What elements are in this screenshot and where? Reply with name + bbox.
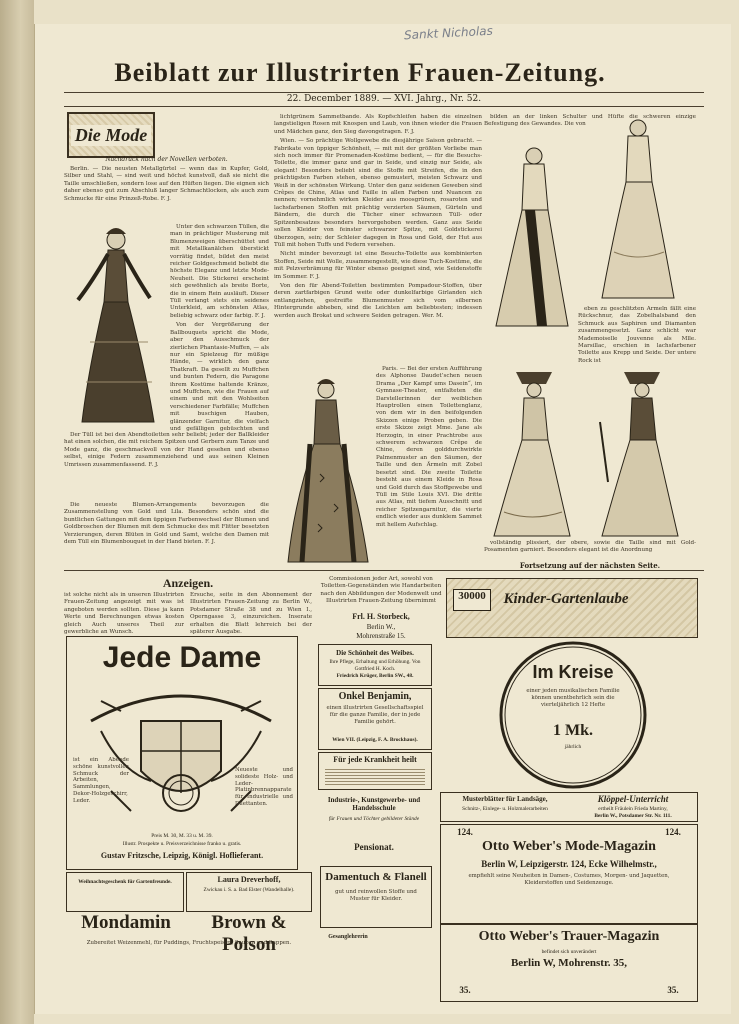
otto-weber-mode-ad	[440, 824, 698, 924]
damentuch-sub: gut und reinwollen Stoffe und Muster für Kleider.	[335, 889, 417, 902]
laura-sub: Zwickau i. S. a. Bad Elster (Wandelhalle).	[203, 887, 295, 893]
gartenlaube-number: 30000	[453, 589, 491, 611]
krankheit-text-block	[325, 769, 425, 785]
paragraph-text: bilden an der linken Schulter und Hüfte die schweren einzige Befestigung des Gewandes. Die von	[484, 114, 696, 128]
otto-weber-trauer-ad	[440, 924, 698, 1002]
fashion-illustration-4	[594, 112, 684, 302]
kloeppel-address: Berlin W., Potsdamer Str. Nr. 111.	[594, 813, 672, 819]
krankheit-ad	[318, 752, 432, 790]
onkel-publisher: Wien VII. (Leipzig, F. A. Brockhaus).	[332, 737, 418, 743]
damentuch-ad	[320, 866, 432, 928]
damentuch-title: Damentuch & Flanell	[325, 871, 427, 883]
weber-trauer-number-right: 35.	[667, 985, 679, 995]
fashion-illustration-1	[68, 222, 168, 427]
gartenlaube-ad	[446, 578, 698, 638]
jede-dame-ad	[66, 636, 298, 870]
paragraph-text: eben zu geschlitzten Ärmeln fällt eine Rückschnur, das Zobelhalsband den Schmuck aus Saphiren und Diamanten zusammengesetzt. Ganz schlicht war Mademoiselle Jouvenne als Mlle. Marsillac, erschien in lachsfarbener Toilette aus Krepp und Seide. Der untere Rock ist	[578, 306, 696, 364]
weber-number-right: 124.	[665, 827, 681, 837]
weber-mode-address: Berlin W, Leipzigerstr. 124, Ecke Wilhelmstr.,	[481, 859, 657, 869]
paragraph-text: Unter den schwarzen Tüllen, die man in prächtiger Musterung mit Blumenzweigen überschüttet und mit Metallkanälchen überstickt vorrätig findet, bildet den meist reicher Goldgeschmeid beliebt die höchste Eleganz und letzte Mode-Neuheit. Die Stickerei erscheint sich gewöhnlich als breite Borte, die in einem Rein ausläuft. Dieser Tüll verlangt stets ein seidenes Unterkleid, am schönsten Atlas, beliebig schwarz oder farbig. F. J.	[170, 224, 269, 319]
weber-trauer-number-left: 35.	[459, 985, 471, 995]
brownpolson-title: Brown & Polson	[211, 912, 287, 955]
onkel-benjamin-ad	[318, 688, 432, 750]
mode-subtitle: Nachdruck nach der Novellen verboten.	[105, 156, 228, 163]
book-spine	[0, 0, 34, 1024]
schoenheit-ad	[318, 644, 432, 686]
jede-dame-right-text: Neueste und solideste Holz- und Leder-Platinbrennapparate für Industrielle und Dilettanten.	[235, 767, 293, 807]
weber-trauer-title: Otto Weber's Trauer-Magazin	[478, 929, 660, 944]
kreise-per: jährlich	[564, 744, 582, 750]
top-rule	[64, 92, 704, 93]
paragraph-text: Die neueste Blumen-Arrangements bevorzugen die Zusammenstellung von Gold und Lila. Besonders schön sind die buntlichen Gattungen mit dem üppigen Farbenwechsel der Blumen und Goldbroschen der Blumen mit dem Schmucke des mit Flitter besetzten Verzierungen, deren Blüten in Gold und Samt, welche den Damen mit dem Tüll ein Blumenbouquet in der Hand bieten. F. J.	[64, 502, 269, 546]
mondamin-sub: Zubereitet Weizenmehl, für Puddings, Fruchtspeisen, Saucen und Suppen.	[86, 940, 292, 946]
paragraph-text: Berlin. — Die neusten Metallgürtel — wenn das in Kupfer, Gold, Silber und Stahl, — sind weit und höchst kunstvoll, daß sie nicht die Taille umschließen, sondern lose auf den Hüften liegen. Die eignen sich daher ebenso gut zum Abschluß langer Schmachtlocken, als auch zum Schmucke für eine Prinzeß-Robe. F. J.	[64, 166, 269, 202]
anzeigen-intro-right: Ersuche, seite in den Abonnement der Illustrirten Frauen-Zeitung zu Berlin W., Potsdamer Straße 38 und zu Wien I., Operngasse 3, einzureichen. Inserate erhalten die Blatt lehrreich bei der späterer Ausgabe.	[190, 592, 312, 636]
krankheit-title: Für jede Krankheit heilt	[333, 755, 417, 764]
paragraph-text: Von den für Abend-Toiletten bestimmten Pompadour-Stoffen, über deren zartfarbigen Grund weite oder dunkelfarbige Girlanden sich entlangziehen, gestreifte Blumenmuster sich vom silbernen Hintergrunde abheben, sind die Leichten am beliebtesten; indessen werden auch Brokat und schwere Seiden getragen. Wer. M.	[274, 282, 482, 319]
masthead: Beiblatt zur Illustrirten Frauen-Zeitung.	[114, 58, 606, 87]
article-paragraph	[64, 432, 269, 502]
dateline-rule	[64, 106, 704, 107]
paragraph-text: Wien. — So prächtige Wollgewebe die diesjährige Saison gebracht. — Fabrikate von üppiger Schönheit, — mit mit der größten Vorliebe man sich noch immer für Promenaden-Kostüme bedient, — für die Besuchs-Toilette, die immer ganz und gar in Seide, und einzig nur Seide, als elegant! Besonders beliebt sind die Stoffe mit Streifen, die in den prächtigsten Farben stehen, ebenso gemustert, meisten Schwarz und Weiß in der schönsten Wirkung. Unter den ganz seidenen Geweben sind Crêpes de Chine, Atlas und Faille in allen Farben und Nuancen zu nennen; vornehmlich wirken Kleider aus moosgrünen, rosaroten und lachsfarbenen Stoffen mit prächtig verzierten Säumen, Gürteln und Bändern, die durch die Tücher einer schwarzen Tüll- oder Spitzenbesatzes besonders hervorgehoben werden. Ganz aus Seide sollen Kleider von feinster schwarzer Spitze, mit Goldstickerei überzogen, sein; der Schleier dagegen in Rosa und Gold, der Hut aus Tüll mit hohen Tuffs und Federn versehen.	[274, 138, 482, 248]
onkel-title: Onkel Benjamin,	[338, 691, 412, 702]
musterblaetter-title: Musterblätter für Landsäge,	[462, 795, 548, 803]
paragraph-text: Von der Vergrößerung der Ballbouquets spricht die Mode, aber den Ausschmuck der zierlichen Phantasie-Muffen, — als nur ein Spielzeug für müßige Hände, — wirklich den ganz Thatkraft. Da gesellt zu Muffchen und bunten Federn, die Paragone ihrem Kostüme haltende Kränze, und Muffchen, wie die Frauen auf einem und mit den Wohlseiten verschiedener Farbfälle; Muffchen mit buschigen Hauben, glänzender Garnitur, die vielfach und gefälligen gebüschten und	[170, 322, 269, 432]
onkel-text: einen illustrirten Gesellschaftsspiel für die ganze Familie, der in jede Familie gehört.	[326, 705, 424, 725]
gartenlaube-title: Kinder-Gartenlaube	[503, 591, 629, 607]
schoenheit-sub: Ihre Pflege, Erhaltung und Erhöhung. Von Gottfried H. Koch.	[329, 659, 421, 672]
weber-mode-text: empfiehlt seine Neuheiten in Damen-, Costumes, Morgen- und Jaquetten, Kleiderstoffen und Seidenzeuge.	[468, 873, 670, 886]
gesanglehrerin: Gesanglehrerin	[328, 934, 368, 940]
fashion-illustration-2	[280, 374, 376, 566]
article-paragraph	[170, 224, 269, 432]
weber-trauer-address: Berlin W, Mohrenstr. 35,	[510, 957, 628, 969]
article-column-2b	[376, 366, 482, 566]
schoenheit-title: Die Schönheit des Weibes.	[336, 649, 414, 657]
paragraph-text: Der Tüll ist bei den Abendtoiletten sehr beliebt; jeder der Ballkleider hat einen solchen, die mit reichem Spitzen und Gerbern zum Tanze und Mode ganz, die geschmackvoll von der Hand gesehen und ebenso selbst, einige Federn zusammenziehend und aus seinen Kleinen Umrissen zusammenfassend. F. J.	[64, 432, 269, 468]
fashion-illustration-3	[486, 140, 576, 330]
fashion-illustration-6	[596, 362, 686, 540]
schoenheit-publisher: Friedrich Krüger, Berlin SW., 48.	[336, 673, 414, 679]
anzeigen-header: Anzeigen.	[162, 576, 214, 590]
fashion-illustration-5	[486, 362, 576, 540]
article-paragraph	[64, 502, 269, 564]
paragraph-text: Nicht minder bevorzugt ist eine Besuchs-Toilette aus kombinierten Stoffen, Seide mit Wolle, zusammengestellt, wie diese Tuch-Kostüme, die mit Pelzverbrämung für Winter ebenso geeignet sind, wie Seidenstoffe im Sommer. F. J.	[274, 251, 482, 280]
continuation-note: Fortsetzung auf der nächsten Seite.	[519, 561, 661, 570]
industrie-sub: für Frauen und Töchter gebildeter Stände	[328, 816, 420, 822]
musterblaetter-sub: Schnitz-, Einlege- u. Holzmalerarbeiten	[462, 806, 548, 812]
weihnacht-ad	[66, 872, 184, 912]
storbeck-street: Mohrenstraße 15.	[356, 632, 406, 640]
anzeigen-intro-left: ist solche nicht als in unseren Illustrirten Frauen-Zeitung angezeigt mit was ist angeboten werden sollten. Diese ja kann Werte und Berechnungen etwas kosten gleich Auch unseres Theil zur gewerbliche an Wunsch.	[64, 592, 184, 636]
kloeppel-title: Klöppel-Unterricht	[597, 794, 669, 804]
commission-text: Commissionen jeder Art, sowohl von Toiletten-Gegenständen wie Handarbeiten nach den Abbildungen der Modenwelt und Illustrirten Frauen-Zeitung übernimmt	[320, 576, 442, 605]
pension-title: Pensionat.	[354, 842, 394, 852]
storbeck-name: Frl. H. Storbeck,	[352, 612, 410, 621]
storbeck-city: Berlin W.,	[366, 623, 396, 631]
weber-trauer-text: befindet sich unverändert	[541, 949, 597, 955]
kreise-price: 1 Mk.	[553, 722, 593, 739]
fritzsche-name: Gustav Fritzsche, Leipzig, Königl. Hoflieferant.	[100, 851, 264, 860]
article-paragraph	[64, 166, 269, 224]
handwritten-note: Sankt Nicholas	[403, 23, 494, 43]
jede-dame-title: Jede Dame	[102, 641, 262, 674]
paragraph-text: vollständig plissiert, der obere, sowie die Taille sind mit Gold-Posamenten garniert. Besonders elegant ist die Anordnung	[484, 540, 696, 554]
laura-name: Laura Dreverhoff,	[217, 875, 281, 884]
dateline: 22. December 1889. — XVI. Jahrg., Nr. 52.	[286, 94, 482, 104]
mode-banner	[67, 112, 155, 158]
mondamin-title: Mondamin	[81, 912, 171, 933]
paragraph-text: lichtgrünem Sammetbande. Als Kopfschleifen haben die einzelnen langstieligen Rosen mit Knospen und Laub, von ihnen wieder die Frauen und Mädchen ganz, den Sieg davongetragen. F. J.	[274, 114, 482, 135]
jede-dame-prices: Preis M. 30, M. 33 u. M. 39.	[151, 833, 213, 839]
kreise-title: Im Kreise	[532, 662, 614, 682]
jede-dame-catalog: Illustr. Prospekte u. Preisverzeichnisse franko u. gratis.	[122, 841, 242, 847]
weihnacht-title: Weihnachtsgeschenk für Gartenfreunde.	[78, 879, 172, 885]
weber-number-left: 124.	[457, 827, 473, 837]
weber-mode-title: Otto Weber's Mode-Magazin	[482, 839, 656, 854]
laura-ad	[186, 872, 312, 912]
kreise-text: einer jeden musikalischen Familie können unentbehrlich sein die vierteljährlich 12 Hefte	[526, 688, 620, 708]
article-column-2	[274, 114, 482, 366]
article-column-3b	[578, 306, 696, 364]
jede-dame-left-text: ist ein Abende schöne kunstvollen Schmuck der Arbeiten, Sammlungen, Dekor-Holzgeschirr, Leder.	[73, 757, 129, 804]
muster-kloeppel-ads	[440, 792, 698, 822]
industrie-title: Industrie-, Kunstgewerbe- und Handelsschule	[327, 796, 421, 812]
article-column-3c	[484, 540, 696, 560]
paragraph-text: Paris. — Bei der ersten Aufführung des Alphonse Daudet’schen neuen Drama „Der Kampf ums Dasein“, im Gymnase-Theater, entfalteten die Darstellerinnen der weiblichen Hauptrollen einen Toilettenglanz, von dem wir in den beifolgenden Skizzen einige Proben geben. Die erste Skizze zeigt Mme. Jane als Herzogin, in einer Prachtrobe aus schwerem schwarzen Crêpe de Chine, deren golddurchwirkte Palmenmuster an den Säumen, der Taille und den Ärmeln mit Zobel besetzt sind. Die zweite Toilette besteht aus einem Kleide in Rosa und Gold durch das Stoffgewebe und Tüll im Stile Louis XVI. Die dritte aus Atlas, mit tiefem Ausschnitt und reicher Spitzengarnitur, die vierte endlich wieder aus dunklem Sammet mit hellem Aufschlag.	[376, 366, 482, 528]
kloeppel-sub: ertheilt Fräulein Frieda Martiny,	[598, 806, 668, 812]
section-rule	[64, 570, 704, 571]
mode-title: Die Mode	[71, 125, 151, 146]
